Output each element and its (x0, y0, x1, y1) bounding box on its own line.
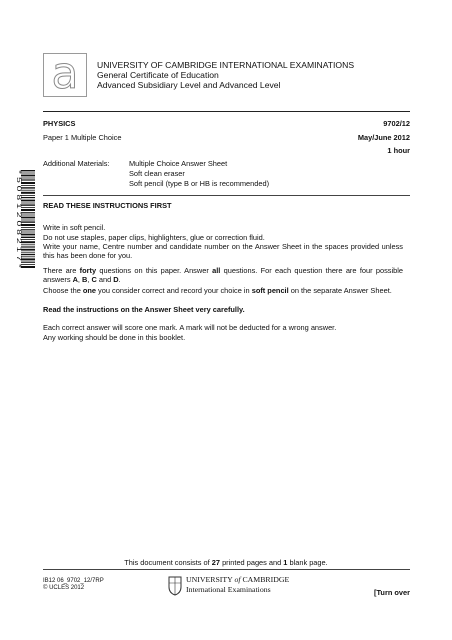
questions-paragraph: There are forty questions on this paper. Answer all questions. For each question there are four possible answers A, B, C and D. (43, 266, 403, 285)
footer-rule (43, 569, 410, 570)
marking-line: Each correct answer will score one mark. A mark will not be deducted for a wrong answer. (43, 323, 337, 332)
instruction-line: Do not use staples, paper clips, highlighters, glue or correction fluid. (43, 232, 265, 242)
document-reference: IB12 06_9702_12/7RP (43, 578, 104, 584)
instruction-line: Write in soft pencil. (43, 223, 106, 232)
barcode-number: * 5 0 8 1 2 0 8 2 1 7 * (15, 170, 22, 229)
header-rule (43, 111, 410, 112)
instruction-paragraph: Write your name, Centre number and candidate number on the Answer Sheet in the spaces provided unless this has been done for you. (43, 242, 403, 261)
working-line: Any working should be done in this booklet. (43, 332, 186, 342)
paper-title: Paper 1 Multiple Choice (43, 133, 122, 142)
subject-title: PHYSICS (43, 119, 76, 128)
cambridge-a-logo (43, 48, 87, 99)
footer-logo-line2: International Examinations (186, 585, 271, 594)
choose-answer-line: Choose the one you consider correct and record your choice in soft pencil on the separate Answer Sheet. (43, 285, 392, 295)
instructions-heading: READ THESE INSTRUCTIONS FIRST (43, 201, 172, 210)
materials-item: Soft clean eraser (129, 169, 185, 178)
exam-session: May/June 2012 (357, 133, 410, 142)
footer-logo-line1: UNIVERSITY of CAMBRIDGE (186, 575, 290, 584)
materials-item: Multiple Choice Answer Sheet (129, 159, 228, 168)
logo-letter: a (51, 48, 79, 99)
answer-sheet-warning: Read the instructions on the Answer Sheet very carefully. (43, 305, 245, 314)
candidate-barcode (15, 170, 35, 268)
page-count: This document consists of 27 printed pages and 1 blank page. (124, 558, 328, 567)
instructions-rule (43, 195, 410, 196)
exam-duration: 1 hour (387, 146, 410, 155)
materials-label: Additional Materials: (43, 159, 110, 168)
turn-over-label: [Turn over (374, 588, 410, 597)
barcode-digits (11, 170, 22, 268)
level-name: Advanced Subsidiary Level and Advanced Level (97, 80, 281, 90)
copyright: © UCLES 2012 (43, 585, 85, 591)
crest-icon (168, 576, 182, 596)
materials-item: Soft pencil (type B or HB is recommended) (129, 179, 270, 188)
cambridge-footer-logo (168, 575, 288, 599)
institution-name: UNIVERSITY OF CAMBRIDGE INTERNATIONAL EXAMINATIONS (97, 60, 355, 70)
certificate-name: General Certificate of Education (97, 70, 219, 80)
barcode-bars (21, 170, 35, 268)
syllabus-code: 9702/12 (383, 119, 410, 128)
